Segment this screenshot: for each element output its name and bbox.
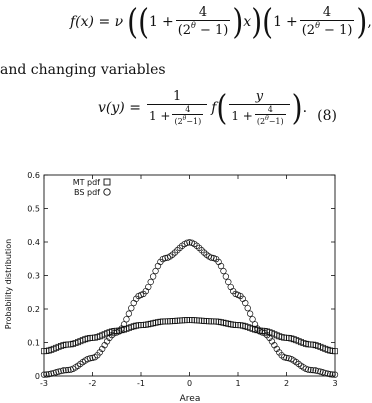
eq1-one: 1 [149,13,158,30]
eq1-plus: + [161,13,174,30]
eq1-fraction-b [300,6,355,37]
eq2-small-den-tail: −1) [186,117,202,127]
chart-legend [73,178,111,197]
y-tick-label: 0.1 [27,338,40,348]
x-tick-label: 1 [235,379,241,388]
y-tick-label: 0.6 [27,171,40,180]
eq1-frac-a-den-tail: − 1) [195,22,229,38]
legend-marker-circle [104,189,110,195]
x-tick-label: 3 [332,379,338,388]
legend-marker-square [104,179,110,185]
eq1-frac-b-den-base: (2 [301,22,316,38]
eq2-arg-fraction [229,90,289,126]
eq1-frac-b-den-tail: − 1) [319,22,353,38]
y-tick-label: 0.4 [27,238,40,247]
eq2-arg-small-num: 4 [267,104,273,114]
bs-pdf-point [221,268,227,274]
y-tick-label: 0.5 [27,204,40,214]
eq2-open-paren: ( [216,86,228,129]
equation-1 [70,0,372,42]
bs-pdf-point [223,274,229,280]
eq2-arg-small-den-tail: −1) [268,117,284,127]
eq1-frac-a-den-exp: θ [191,20,196,30]
eq2-arg-small-den-base: (2 [256,117,266,127]
eq1-frac-b-den [300,20,355,38]
eq2-small-fraction [172,106,203,127]
eq2-arg-small-den [255,114,286,126]
equation-2 [98,86,308,129]
bs-pdf-point [126,311,132,317]
legend-label-bs: BS pdf [74,188,100,197]
eq2-trailing-period: . [302,100,308,117]
bs-pdf-point [228,284,234,290]
eq2-main-num: 1 [172,89,182,104]
bs-pdf-point [245,305,251,311]
eq2-lhs: v(y) = [98,100,141,117]
bs-pdf-point [150,274,156,280]
eq1-second-open-paren: ( [262,0,274,42]
eq2-small-den [172,114,203,126]
eq1-frac-a-den [176,20,231,38]
x-tick-label: -3 [40,379,48,388]
eq1-frac-a-num: 4 [198,5,208,20]
x-tick-label: 0 [186,379,193,388]
eq2-arg-den-one: 1 + [231,108,253,123]
chart-frame [44,175,335,376]
eq1-second-close-paren: ) [356,0,368,42]
bs-pdf-point [131,300,137,306]
bs-pdf-point [129,305,135,311]
x-tick-label: 2 [283,379,290,388]
eq1-frac-b-den-exp: θ [315,20,320,30]
eq1-frac-a-den-base: (2 [177,22,192,38]
eq2-main-den-one: 1 + [148,108,171,123]
eq1-frac-b-num: 4 [322,5,332,20]
pdf-chart [0,160,341,403]
eq1-x-var: x [243,13,252,30]
y-tick-label: 0.2 [27,305,40,314]
x-tick-label: -1 [137,379,145,388]
bs-pdf-point [148,279,154,285]
chart-marks [41,240,338,378]
eq1-one-b: 1 [273,13,282,30]
eq2-small-den-exp: θ [182,115,187,123]
eq1-outer-close-paren: ) [251,0,263,42]
x-axis-label: Area [179,394,201,403]
eq2-close-paren: ) [291,86,303,129]
plot-border [44,175,335,376]
eq2-arg-small-fraction [255,106,286,127]
eq2-main-fraction [147,90,207,126]
bs-pdf-point [247,311,253,317]
eq2-small-den-base: (2 [174,117,183,127]
y-tick-label: 0.3 [27,271,40,281]
bs-pdf-point [250,316,256,322]
body-text: and changing variables [0,62,166,78]
eq1-outer-open-paren: ( [127,0,139,42]
eq1-inner-open-paren: ( [138,0,150,42]
eq2-main-den [147,104,207,127]
eq2-arg-small-den-exp: θ [265,115,269,123]
equation-number: (8) [317,108,337,124]
eq2-arg-num: y [255,89,264,104]
eq1-lhs: f(x) = ν [70,13,124,30]
chart-ticks [27,171,337,388]
eq2-arg-den [229,104,289,127]
eq1-plus-b: + [286,13,298,30]
bs-pdf-point [242,300,248,306]
y-axis-label: Probability distribution [4,238,13,330]
y-tick-label: 0 [34,372,40,381]
bs-pdf-point [124,316,130,322]
bs-pdf-point [155,263,161,269]
x-tick-label: -2 [88,379,97,388]
legend-label-mt: MT pdf [72,178,100,187]
eq2-small-num: 4 [185,104,191,114]
eq1-fraction-a [176,6,231,37]
eq1-inner-close-paren: ) [232,0,244,42]
eq2-f-symbol: f [211,100,217,117]
eq1-trailing-comma: , [367,13,372,30]
